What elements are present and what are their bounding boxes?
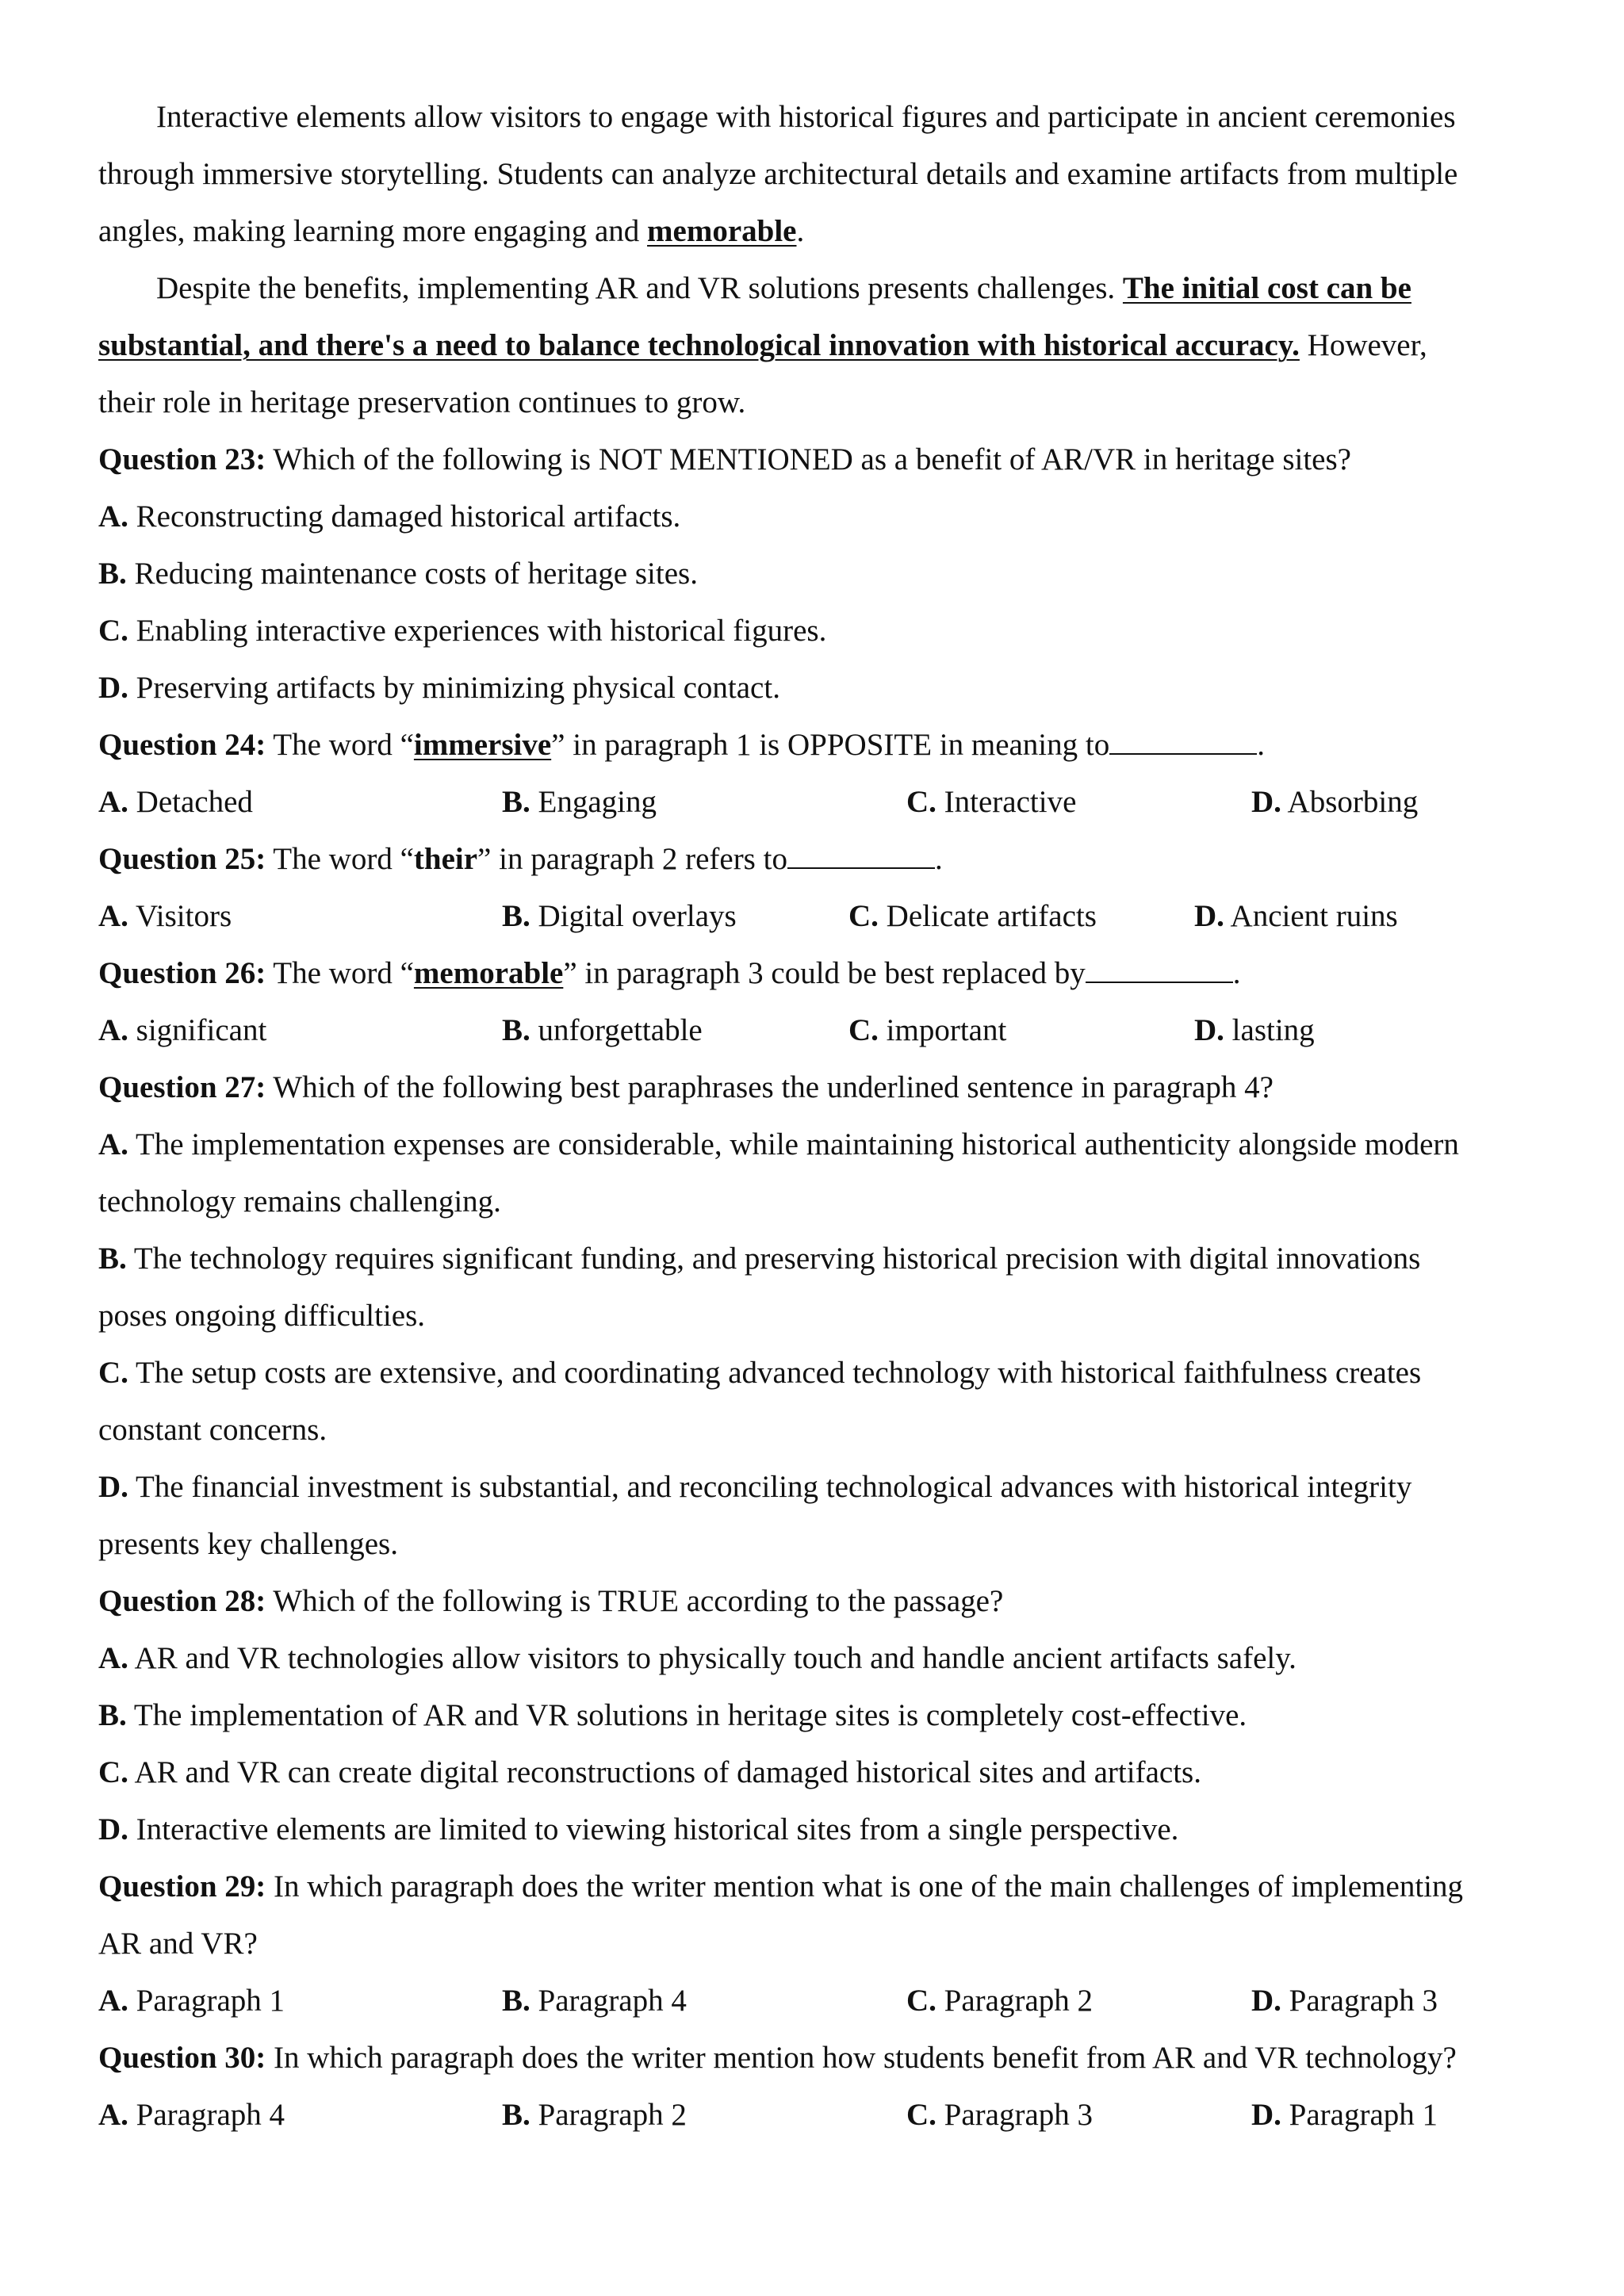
option-letter: B. <box>98 1698 127 1732</box>
option-letter: A. <box>98 785 128 819</box>
option-letter: C. <box>848 1013 879 1047</box>
passage-p4-line2 <box>98 317 1427 374</box>
option-letter: D. <box>1251 1984 1281 2018</box>
question-text: . <box>1232 956 1241 990</box>
q28-option-a[interactable] <box>98 1630 1297 1687</box>
option-text: unforgettable <box>538 1013 703 1047</box>
option-text: Preserving artifacts by minimizing physical contact. <box>136 671 780 705</box>
question-label: Question 29: <box>98 1869 266 1904</box>
question-24 <box>98 717 1265 774</box>
q30-option-b[interactable] <box>502 2087 687 2144</box>
option-letter: D. <box>98 671 128 705</box>
question-label: Question 28: <box>98 1584 266 1618</box>
option-letter: B. <box>502 1013 530 1047</box>
option-text: Paragraph 2 <box>944 1984 1094 2018</box>
question-26 <box>98 945 1241 1002</box>
q27-option-a[interactable] <box>98 1116 1459 1173</box>
option-text: The setup costs are extensive, and coordinating advanced technology with historical faithfulness creates <box>135 1356 1422 1390</box>
question-text: ” in paragraph 3 could be best replaced by <box>563 956 1086 990</box>
option-text: Paragraph 2 <box>538 2098 687 2132</box>
option-letter: A. <box>98 1127 128 1161</box>
underlined-sentence: The initial cost can be <box>1122 271 1411 305</box>
option-letter: B. <box>502 785 530 819</box>
passage-p4-line3 <box>98 374 745 431</box>
option-letter: C. <box>98 1356 128 1390</box>
question-text: ” in paragraph 2 refers to <box>477 842 787 876</box>
passage-text: Interactive elements allow visitors to engage with historical figures and participate in ancient ceremonies <box>156 100 1456 134</box>
question-text: In which paragraph does the writer mention what is one of the main challenges of implementing <box>266 1869 1463 1904</box>
q30-option-d[interactable] <box>1251 2087 1438 2144</box>
q24-option-c[interactable] <box>906 774 1076 831</box>
question-28 <box>98 1573 1003 1630</box>
option-letter: C. <box>848 899 879 933</box>
passage-p3-line2 <box>98 146 1457 203</box>
question-text: Which of the following is TRUE according to the passage? <box>266 1584 1004 1618</box>
option-letter: C. <box>98 1755 128 1789</box>
option-letter: B. <box>98 1242 127 1276</box>
option-letter: A. <box>98 1641 128 1675</box>
option-text: Interactive elements are limited to viewing historical sites from a single perspective. <box>136 1812 1179 1846</box>
q23-option-a[interactable] <box>98 488 680 545</box>
q27-option-d-cont <box>98 1516 398 1573</box>
question-label: Question 26: <box>98 956 266 990</box>
question-23 <box>98 431 1351 488</box>
option-text: Engaging <box>538 785 657 819</box>
option-letter: D. <box>1194 899 1224 933</box>
option-text: important <box>886 1013 1007 1047</box>
question-text: The word “ <box>266 842 414 876</box>
q27-option-c[interactable] <box>98 1345 1421 1402</box>
option-text: AR and VR technologies allow visitors to physically touch and handle ancient artifacts safely. <box>134 1641 1297 1675</box>
q27-option-d[interactable] <box>98 1459 1411 1516</box>
option-text: The financial investment is substantial, and reconciling technological advances with historical integrity <box>135 1470 1412 1504</box>
answer-blank <box>1109 729 1257 755</box>
question-25 <box>98 831 943 888</box>
option-text: Paragraph 1 <box>136 1984 285 2018</box>
question-label: Question 23: <box>98 442 266 476</box>
highlighted-word-their: their <box>413 842 478 876</box>
option-text: presents key challenges. <box>98 1527 398 1561</box>
q24-option-a[interactable] <box>98 774 253 831</box>
question-text: In which paragraph does the writer mention how students benefit from AR and VR technology? <box>266 2041 1457 2075</box>
q25-option-d[interactable] <box>1194 888 1398 945</box>
question-text: . <box>934 842 943 876</box>
option-text: The implementation of AR and VR solutions in heritage sites is completely cost-effective. <box>133 1698 1247 1732</box>
option-letter: B. <box>502 1984 530 2018</box>
q25-option-a[interactable] <box>98 888 232 945</box>
q23-option-d[interactable] <box>98 660 780 717</box>
q28-option-d[interactable] <box>98 1801 1178 1858</box>
q29-option-b[interactable] <box>502 1973 687 2030</box>
q23-option-c[interactable] <box>98 603 826 660</box>
question-text: . <box>1257 728 1265 762</box>
highlighted-word-memorable: memorable <box>413 956 564 990</box>
option-text: AR and VR can create digital reconstructions of damaged historical sites and artifacts. <box>134 1755 1201 1789</box>
passage-p4-line1 <box>156 260 1411 317</box>
passage-text: However, <box>1299 328 1427 362</box>
option-text: The implementation expenses are considerable, while maintaining historical authenticity alongside modern <box>135 1127 1459 1161</box>
option-letter: B. <box>502 2098 530 2132</box>
option-text: Detached <box>136 785 253 819</box>
q29-option-c[interactable] <box>906 1973 1093 2030</box>
option-text: Interactive <box>944 785 1077 819</box>
option-letter: C. <box>906 1984 936 2018</box>
q26-option-b[interactable] <box>502 1002 703 1059</box>
option-letter: B. <box>502 899 530 933</box>
question-text: Which of the following best paraphrases the underlined sentence in paragraph 4? <box>266 1070 1274 1104</box>
q25-option-c[interactable] <box>848 888 1097 945</box>
question-29 <box>98 1858 1463 1915</box>
q24-option-b[interactable] <box>502 774 657 831</box>
option-text: Reducing maintenance costs of heritage sites. <box>134 557 698 591</box>
q29-option-d[interactable] <box>1251 1973 1438 2030</box>
option-text: poses ongoing difficulties. <box>98 1299 425 1333</box>
option-letter: D. <box>98 1470 128 1504</box>
option-text: Absorbing <box>1287 785 1419 819</box>
q27-option-b[interactable] <box>98 1230 1420 1288</box>
question-text: ” in paragraph 1 is OPPOSITE in meaning to <box>551 728 1110 762</box>
question-text: The word “ <box>266 728 414 762</box>
option-text: constant concerns. <box>98 1413 327 1447</box>
option-letter: C. <box>98 614 128 648</box>
question-text: Which of the following is NOT MENTIONED as a benefit of AR/VR in heritage sites? <box>266 442 1351 476</box>
option-text: significant <box>136 1013 267 1047</box>
option-text: Digital overlays <box>538 899 737 933</box>
option-letter: C. <box>906 2098 936 2132</box>
q24-option-d[interactable] <box>1251 774 1418 831</box>
highlighted-word-memorable: memorable <box>647 214 797 248</box>
option-text: Reconstructing damaged historical artifacts. <box>136 499 681 534</box>
option-text: Paragraph 3 <box>944 2098 1094 2132</box>
option-text: lasting <box>1231 1013 1315 1047</box>
option-letter: D. <box>1251 2098 1281 2132</box>
option-letter: C. <box>906 785 936 819</box>
q29-option-a[interactable] <box>98 1973 285 2030</box>
option-text: The technology requires significant funding, and preserving historical precision with digital innovations <box>133 1242 1421 1276</box>
question-label: Question 27: <box>98 1070 266 1104</box>
passage-text: their role in heritage preservation continues to grow. <box>98 385 746 419</box>
option-text: Ancient ruins <box>1230 899 1398 933</box>
q26-option-d[interactable] <box>1194 1002 1315 1059</box>
q26-option-c[interactable] <box>848 1002 1006 1059</box>
q30-option-c[interactable] <box>906 2087 1093 2144</box>
passage-text: . <box>796 214 805 248</box>
q23-option-b[interactable] <box>98 545 698 603</box>
q28-option-b[interactable] <box>98 1687 1247 1744</box>
option-text: Paragraph 3 <box>1289 1984 1438 2018</box>
option-letter: A. <box>98 1013 128 1047</box>
option-letter: A. <box>98 2098 128 2132</box>
answer-blank <box>1086 958 1233 983</box>
question-29-cont <box>98 1915 258 1973</box>
passage-text: angles, making learning more engaging and <box>98 214 648 248</box>
highlighted-word-immersive: immersive <box>413 728 552 762</box>
q26-option-a[interactable] <box>98 1002 266 1059</box>
q28-option-c[interactable] <box>98 1744 1201 1801</box>
passage-p3-line1 <box>156 89 1456 146</box>
answer-blank <box>787 844 935 869</box>
passage-p3-line3 <box>98 203 804 260</box>
option-letter: B. <box>98 557 127 591</box>
option-text: technology remains challenging. <box>98 1184 501 1219</box>
option-text: Paragraph 1 <box>1289 2098 1438 2132</box>
option-letter: D. <box>98 1812 128 1846</box>
option-letter: D. <box>1194 1013 1224 1047</box>
option-text: Delicate artifacts <box>886 899 1097 933</box>
question-label: Question 24: <box>98 728 266 762</box>
q25-option-b[interactable] <box>502 888 737 945</box>
passage-text: Despite the benefits, implementing AR and VR solutions presents challenges. <box>156 271 1123 305</box>
option-text: Paragraph 4 <box>136 2098 285 2132</box>
question-label: Question 25: <box>98 842 266 876</box>
underlined-sentence: substantial, and there's a need to balance technological innovation with historical accuracy. <box>98 328 1300 362</box>
option-letter: A. <box>98 499 128 534</box>
option-letter: A. <box>98 899 128 933</box>
option-text: Enabling interactive experiences with historical figures. <box>136 614 827 648</box>
q27-option-c-cont <box>98 1402 327 1459</box>
q30-option-a[interactable] <box>98 2087 285 2144</box>
option-text: Visitors <box>135 899 232 933</box>
question-text: AR and VR? <box>98 1927 258 1961</box>
question-30 <box>98 2030 1457 2087</box>
passage-text: through immersive storytelling. Students can analyze architectural details and examine artifacts from multiple <box>98 157 1458 191</box>
q27-option-a-cont <box>98 1173 501 1230</box>
q27-option-b-cont <box>98 1288 425 1345</box>
question-27 <box>98 1059 1274 1116</box>
option-letter: A. <box>98 1984 128 2018</box>
option-letter: D. <box>1251 785 1281 819</box>
question-label: Question 30: <box>98 2041 266 2075</box>
question-text: The word “ <box>266 956 414 990</box>
option-text: Paragraph 4 <box>538 1984 687 2018</box>
